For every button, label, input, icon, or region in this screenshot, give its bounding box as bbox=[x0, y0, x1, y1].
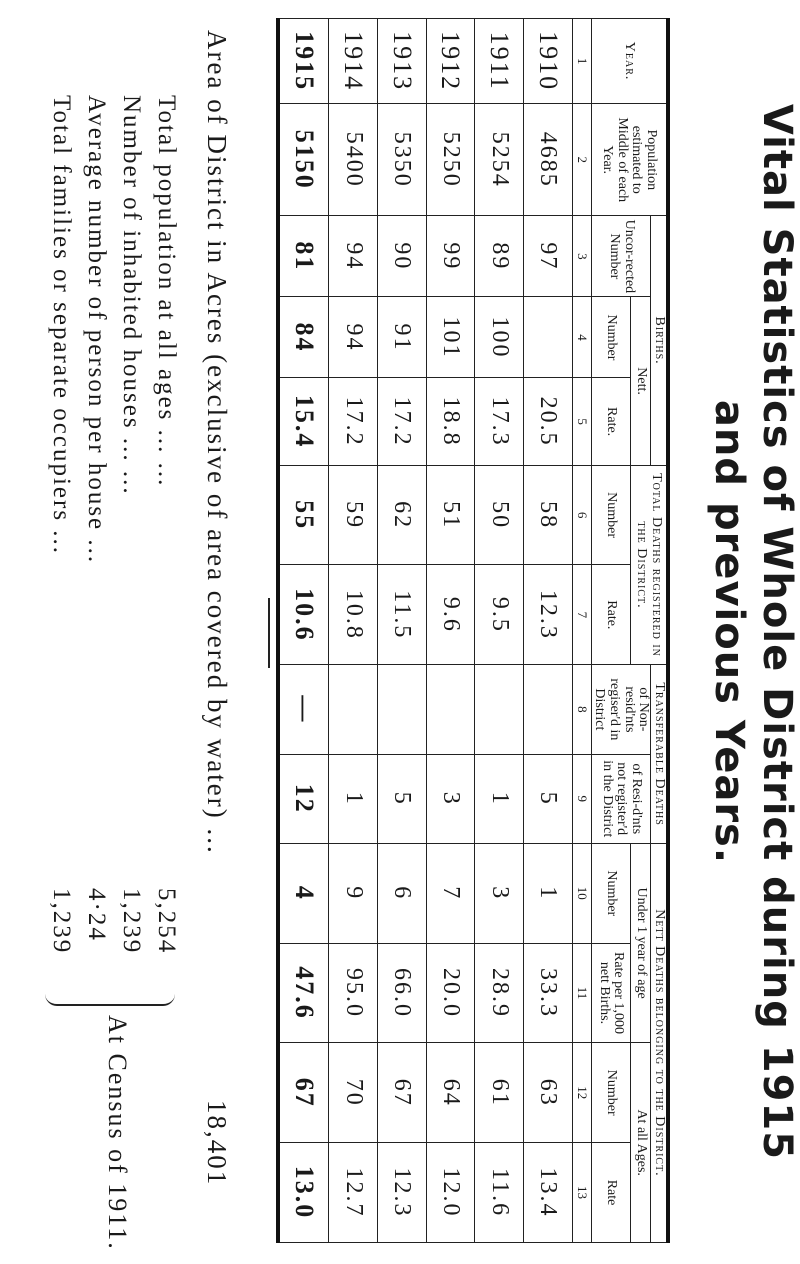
cell-birth-rate: 17.3 bbox=[475, 378, 524, 465]
table-row bbox=[278, 19, 328, 1243]
header-at-all-ages: At all Ages. bbox=[630, 1043, 650, 1243]
header-transferable-deaths: Transferable Deaths bbox=[651, 665, 668, 844]
cell-year: 1912 bbox=[426, 19, 475, 104]
census-average-value: 4·24 bbox=[83, 888, 110, 942]
cell-all-number: 67 bbox=[278, 1043, 328, 1143]
cell-nett bbox=[523, 297, 572, 378]
cell-uncorrected: 97 bbox=[523, 216, 572, 297]
cell-deaths-rate: 10.8 bbox=[329, 565, 378, 665]
cell-infant-number: 1 bbox=[523, 843, 572, 943]
cell-res: 5 bbox=[377, 754, 426, 843]
census-families-label: Total families or separate occupiers ... bbox=[48, 95, 75, 556]
cell-all-number: 64 bbox=[426, 1043, 475, 1143]
cell-deaths-rate: 12.3 bbox=[523, 565, 572, 665]
table-row bbox=[329, 19, 378, 1243]
cell-nett: 94 bbox=[329, 297, 378, 378]
cell-infant-rate: 47.6 bbox=[278, 943, 328, 1043]
header-deaths-rate: Rate. bbox=[591, 565, 630, 665]
cell-all-rate: 13.4 bbox=[523, 1143, 572, 1243]
cell-population: 5254 bbox=[475, 104, 524, 216]
cell-all-rate: 12.7 bbox=[329, 1143, 378, 1243]
cell-birth-rate: 20.5 bbox=[523, 378, 572, 465]
cell-infant-rate: 20.0 bbox=[426, 943, 475, 1043]
cell-res: 12 bbox=[278, 754, 328, 843]
column-number: 2 bbox=[572, 104, 591, 216]
header-births: Births. bbox=[651, 216, 668, 465]
column-number: 13 bbox=[572, 1143, 591, 1243]
divider bbox=[268, 598, 270, 668]
cell-deaths-rate: 9.6 bbox=[426, 565, 475, 665]
cell-infant-rate: 95.0 bbox=[329, 943, 378, 1043]
cell-all-number: 67 bbox=[377, 1043, 426, 1143]
cell-non-res bbox=[475, 665, 524, 754]
cell-all-rate: 11.6 bbox=[475, 1143, 524, 1243]
census-average-label: Average number of person per house ... bbox=[83, 95, 110, 565]
cell-non-res bbox=[377, 665, 426, 754]
page-subtitle: and previous Years. bbox=[706, 399, 752, 865]
header-non-residents: of Non-resid'nts regiser'd in District bbox=[591, 665, 651, 754]
header-all-rate: Rate bbox=[591, 1143, 630, 1243]
cell-birth-rate: 18.8 bbox=[426, 378, 475, 465]
cell-infant-rate: 33.3 bbox=[523, 943, 572, 1043]
header-deaths-number: Number bbox=[591, 465, 630, 565]
cell-year: 1915 bbox=[278, 19, 328, 104]
census-houses-value: 1,239 bbox=[118, 888, 145, 955]
cell-deaths-rate: 11.5 bbox=[377, 565, 426, 665]
census-population-label: Total population at all ages ... ... bbox=[153, 95, 180, 488]
census-brace bbox=[45, 990, 175, 1006]
cell-nett: 101 bbox=[426, 297, 475, 378]
cell-infant-number: 3 bbox=[475, 843, 524, 943]
cell-deaths-rate: 10.6 bbox=[278, 565, 328, 665]
cell-infant-number: 6 bbox=[377, 843, 426, 943]
header-total-deaths: Total Deaths registered in the District. bbox=[630, 465, 668, 664]
cell-all-number: 61 bbox=[475, 1043, 524, 1143]
header-under-1: Under 1 year of age bbox=[630, 843, 650, 1042]
column-number: 10 bbox=[572, 843, 591, 943]
cell-year: 1910 bbox=[523, 19, 572, 104]
cell-deaths-number: 55 bbox=[278, 465, 328, 565]
header-year: Year. bbox=[591, 19, 668, 104]
census-families-value: 1,239 bbox=[48, 888, 75, 955]
cell-population: 5250 bbox=[426, 104, 475, 216]
column-number: 1 bbox=[572, 19, 591, 104]
cell-uncorrected: 89 bbox=[475, 216, 524, 297]
vital-statistics-table bbox=[276, 18, 670, 1243]
cell-deaths-number: 62 bbox=[377, 465, 426, 565]
page-title: Vital Statistics of Whole District during 1915 bbox=[754, 103, 800, 1161]
table-row bbox=[377, 19, 426, 1243]
column-number: 8 bbox=[572, 665, 591, 754]
cell-nett: 91 bbox=[377, 297, 426, 378]
cell-population: 5150 bbox=[278, 104, 328, 216]
header-nett: Nett. bbox=[630, 297, 650, 465]
column-number: 6 bbox=[572, 465, 591, 565]
header-uncorrected-number: Uncor-rected Number bbox=[591, 216, 651, 297]
cell-birth-rate: 15.4 bbox=[278, 378, 328, 465]
cell-population: 5350 bbox=[377, 104, 426, 216]
column-number: 12 bbox=[572, 1043, 591, 1143]
header-residents: of Resi-d'nts not register'd in the District bbox=[591, 754, 651, 843]
cell-deaths-number: 58 bbox=[523, 465, 572, 565]
table-row bbox=[523, 19, 572, 1243]
column-number: 3 bbox=[572, 216, 591, 297]
cell-all-rate: 12.3 bbox=[377, 1143, 426, 1243]
cell-non-res: — bbox=[278, 665, 328, 754]
cell-infant-number: 9 bbox=[329, 843, 378, 943]
cell-nett: 100 bbox=[475, 297, 524, 378]
cell-non-res bbox=[426, 665, 475, 754]
cell-all-rate: 12.0 bbox=[426, 1143, 475, 1243]
cell-year: 1913 bbox=[377, 19, 426, 104]
cell-all-number: 70 bbox=[329, 1043, 378, 1143]
cell-uncorrected: 81 bbox=[278, 216, 328, 297]
cell-uncorrected: 90 bbox=[377, 216, 426, 297]
cell-year: 1914 bbox=[329, 19, 378, 104]
cell-infant-number: 7 bbox=[426, 843, 475, 943]
cell-population: 4685 bbox=[523, 104, 572, 216]
cell-deaths-number: 51 bbox=[426, 465, 475, 565]
column-number: 5 bbox=[572, 378, 591, 465]
cell-uncorrected: 94 bbox=[329, 216, 378, 297]
cell-birth-rate: 17.2 bbox=[329, 378, 378, 465]
cell-res: 1 bbox=[475, 754, 524, 843]
header-infant-number: Number bbox=[591, 843, 630, 943]
cell-infant-rate: 66.0 bbox=[377, 943, 426, 1043]
cell-all-rate: 13.0 bbox=[278, 1143, 328, 1243]
header-all-number: Number bbox=[591, 1043, 630, 1143]
cell-population: 5400 bbox=[329, 104, 378, 216]
cell-deaths-number: 59 bbox=[329, 465, 378, 565]
census-houses-label: Number of inhabited houses ... ... bbox=[118, 95, 145, 496]
column-number: 7 bbox=[572, 565, 591, 665]
table-row bbox=[475, 19, 524, 1243]
column-number: 4 bbox=[572, 297, 591, 378]
column-number: 9 bbox=[572, 754, 591, 843]
table-row bbox=[426, 19, 475, 1243]
cell-birth-rate: 17.2 bbox=[377, 378, 426, 465]
census-population-value: 5,254 bbox=[153, 888, 180, 955]
census-note: At Census of 1911. bbox=[103, 1015, 132, 1251]
area-label: Area of District in Acres (exclusive of area covered by water) ... bbox=[202, 30, 232, 855]
cell-res: 5 bbox=[523, 754, 572, 843]
cell-res: 3 bbox=[426, 754, 475, 843]
cell-all-number: 63 bbox=[523, 1043, 572, 1143]
cell-uncorrected: 99 bbox=[426, 216, 475, 297]
header-births-rate: Rate. bbox=[591, 378, 630, 465]
header-nett-deaths: Nett Deaths belonging to the District. bbox=[651, 843, 668, 1242]
cell-non-res bbox=[523, 665, 572, 754]
cell-infant-rate: 28.9 bbox=[475, 943, 524, 1043]
header-infant-rate: Rate per 1,000 nett Births. bbox=[591, 943, 630, 1043]
cell-deaths-rate: 9.5 bbox=[475, 565, 524, 665]
cell-non-res bbox=[329, 665, 378, 754]
cell-infant-number: 4 bbox=[278, 843, 328, 943]
area-value: 18,401 bbox=[202, 1100, 232, 1187]
cell-nett: 84 bbox=[278, 297, 328, 378]
cell-res: 1 bbox=[329, 754, 378, 843]
column-number: 11 bbox=[572, 943, 591, 1043]
header-births-number: Number bbox=[591, 297, 630, 378]
cell-year: 1911 bbox=[475, 19, 524, 104]
cell-deaths-number: 50 bbox=[475, 465, 524, 565]
header-population: Population estimated to Middle of each Year. bbox=[591, 104, 668, 216]
